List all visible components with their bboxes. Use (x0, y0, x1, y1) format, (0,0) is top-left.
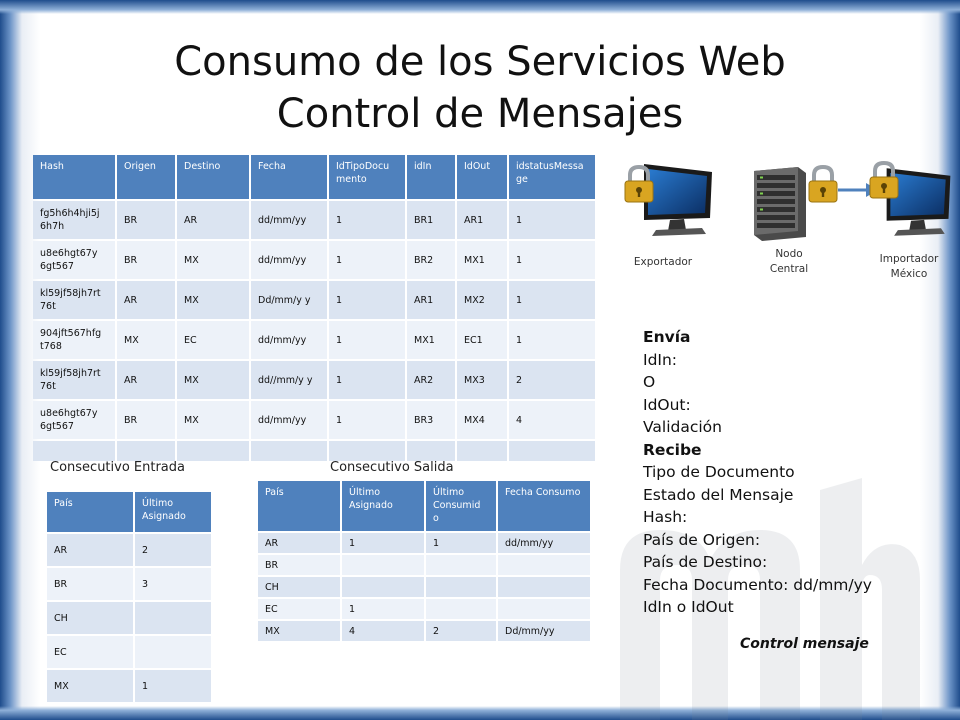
message-fields-list (643, 326, 943, 619)
table-cell: EC1 (457, 321, 507, 359)
table-cell (33, 441, 115, 461)
col-header-idstatusmessage: idstatusMessa ge (509, 155, 595, 199)
padlock-icon (622, 164, 656, 204)
table-cell (498, 577, 590, 597)
table-cell: 1 (342, 599, 424, 619)
table-header-row (258, 481, 590, 531)
table-cell: 2 (509, 361, 595, 399)
title-line-1: Consumo de los Servicios Web (174, 39, 786, 85)
table-cell: 2 (426, 621, 496, 641)
table-cell: dd/mm/yy (251, 401, 327, 439)
server-rack-icon (748, 165, 810, 243)
list-item-heading: Recibe (643, 440, 702, 459)
slide-title (80, 36, 880, 140)
table-cell (117, 441, 175, 461)
col-header-fecha: Fecha (251, 155, 327, 199)
col-header-ultimo-consumido: Último Consumid o (426, 481, 496, 531)
table-cell (498, 599, 590, 619)
table-cell: MX2 (457, 281, 507, 319)
table-cell: BR1 (407, 201, 455, 239)
table-cell: AR1 (407, 281, 455, 319)
table-cell: MX (177, 361, 249, 399)
table-cell: 1 (342, 533, 424, 553)
table-cell: MX (47, 670, 133, 702)
table-cell (426, 555, 496, 575)
table-cell: dd/mm/yy (498, 533, 590, 553)
table-cell: dd//mm/y y (251, 361, 327, 399)
table-cell: BR (258, 555, 340, 575)
table-row (258, 533, 590, 553)
table-cell: AR (117, 281, 175, 319)
col-header-idtipodocumento: IdTipoDocu mento (329, 155, 405, 199)
title-line-2: Control de Mensajes (276, 91, 684, 137)
table-cell: MX1 (457, 241, 507, 279)
table-row (258, 577, 590, 597)
table-cell: MX (258, 621, 340, 641)
table-row (258, 621, 590, 641)
table-row (33, 401, 595, 439)
table-cell (177, 441, 249, 461)
table-cell: 1 (329, 321, 405, 359)
table-row (47, 602, 211, 634)
table-cell: 1 (509, 241, 595, 279)
list-item-heading: Envía (643, 328, 691, 346)
table-cell: BR (117, 401, 175, 439)
table-cell: CH (258, 577, 340, 597)
table-cell: dd/mm/yy (251, 241, 327, 279)
table-cell (342, 577, 424, 597)
table-cell (251, 441, 327, 461)
table-cell: AR (47, 534, 133, 566)
control-mensaje-label: Control mensaje (740, 636, 869, 652)
table-cell (426, 599, 496, 619)
table-cell: Dd/mm/yy (498, 621, 590, 641)
list-item: Fecha Documento: dd/mm/yy (643, 575, 872, 594)
col-header-destino: Destino (177, 155, 249, 199)
table-cell (407, 441, 455, 461)
table-cell (329, 441, 405, 461)
table-cell: MX1 (407, 321, 455, 359)
list-item: IdOut: (643, 395, 691, 414)
table-cell: 904jft567hfg t768 (33, 321, 115, 359)
table-cell: 1 (509, 281, 595, 319)
table-cell: 1 (329, 361, 405, 399)
table-row (33, 281, 595, 319)
consecutivo-salida-table (256, 479, 592, 643)
table-cell: AR (177, 201, 249, 239)
table-row (47, 534, 211, 566)
table-cell: BR (117, 201, 175, 239)
table-cell (135, 602, 211, 634)
table-cell (509, 441, 595, 461)
table-cell (426, 577, 496, 597)
col-header-pais: País (258, 481, 340, 531)
table-cell: dd/mm/yy (251, 321, 327, 359)
caption-consecutivo-salida: Consecutivo Salida (330, 460, 454, 475)
table-cell: BR (117, 241, 175, 279)
table-cell: dd/mm/yy (251, 201, 327, 239)
table-row (33, 361, 595, 399)
table-cell: u8e6hgt67y 6gt567 (33, 241, 115, 279)
table-cell: AR1 (457, 201, 507, 239)
table-row (47, 568, 211, 600)
col-header-origen: Origen (117, 155, 175, 199)
table-cell: 1 (329, 241, 405, 279)
table-cell: MX3 (457, 361, 507, 399)
table-row (258, 599, 590, 619)
top-frame-band (0, 0, 960, 14)
table-row-empty (33, 441, 595, 461)
table-cell: kl59jf58jh7rt 76t (33, 281, 115, 319)
table-cell: MX (177, 401, 249, 439)
messages-table (31, 153, 597, 463)
table-cell: BR2 (407, 241, 455, 279)
col-header-idout: IdOut (457, 155, 507, 199)
table-cell: MX (117, 321, 175, 359)
caption-consecutivo-entrada: Consecutivo Entrada (50, 460, 185, 475)
padlock-icon (806, 164, 840, 204)
col-header-fecha-consumo: Fecha Consumo (498, 481, 590, 531)
padlock-icon (867, 160, 901, 200)
node-label-nodo-central: Nodo Central (769, 248, 809, 275)
table-cell: u8e6hgt67y 6gt567 (33, 401, 115, 439)
list-item: País de Destino: (643, 553, 768, 571)
table-cell: BR (47, 568, 133, 600)
table-cell: 1 (329, 281, 405, 319)
table-cell: 1 (329, 201, 405, 239)
table-cell: 1 (509, 321, 595, 359)
table-row (33, 321, 595, 359)
table-row (33, 241, 595, 279)
table-cell: 1 (426, 533, 496, 553)
table-cell: 4 (342, 621, 424, 641)
list-item: Tipo de Documento (643, 463, 795, 481)
table-cell: 1 (509, 201, 595, 239)
table-cell: 2 (135, 534, 211, 566)
table-cell (457, 441, 507, 461)
table-cell: EC (47, 636, 133, 668)
list-item: O (643, 373, 656, 391)
table-cell: 4 (509, 401, 595, 439)
table-cell: AR (258, 533, 340, 553)
table-cell (498, 555, 590, 575)
node-label-importador: Importador México (879, 253, 939, 280)
table-header-row (47, 492, 211, 532)
table-header-row (33, 155, 595, 199)
table-cell: MX (177, 241, 249, 279)
col-header-ultimo-asignado: Último Asignado (135, 492, 211, 532)
list-item: Validación (643, 418, 722, 436)
table-cell: kl59jf58jh7rt 76t (33, 361, 115, 399)
col-header-hash: Hash (33, 155, 115, 199)
table-cell: Dd/mm/y y (251, 281, 327, 319)
table-cell: AR (117, 361, 175, 399)
col-header-ultimo-asignado: Último Asignado (342, 481, 424, 531)
table-cell: MX (177, 281, 249, 319)
list-item: Hash: (643, 508, 688, 526)
col-header-pais: País (47, 492, 133, 532)
table-cell: EC (177, 321, 249, 359)
col-header-idin: idIn (407, 155, 455, 199)
table-cell: 1 (329, 401, 405, 439)
table-cell: 3 (135, 568, 211, 600)
consecutivo-entrada-table (45, 490, 213, 704)
table-cell: 1 (135, 670, 211, 702)
table-row (258, 555, 590, 575)
list-item: IdIn o IdOut (643, 598, 734, 616)
table-row (47, 636, 211, 668)
node-label-exportador: Exportador (633, 256, 693, 268)
table-cell: BR3 (407, 401, 455, 439)
table-row (47, 670, 211, 702)
list-item: Estado del Mensaje (643, 485, 794, 504)
table-cell: MX4 (457, 401, 507, 439)
table-cell (135, 636, 211, 668)
table-cell: EC (258, 599, 340, 619)
table-cell: fg5h6h4hji5j 6h7h (33, 201, 115, 239)
table-cell: CH (47, 602, 133, 634)
list-item: IdIn: (643, 350, 678, 369)
table-cell: AR2 (407, 361, 455, 399)
table-row (33, 201, 595, 239)
table-cell (342, 555, 424, 575)
list-item: País de Origen: (643, 530, 761, 549)
